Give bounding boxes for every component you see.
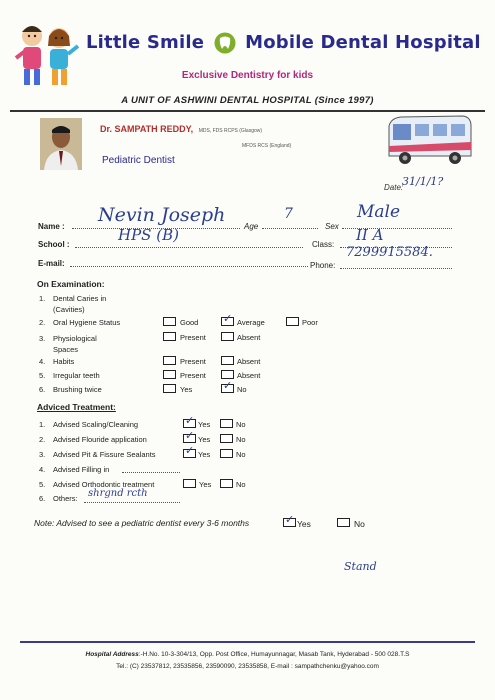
treat-label-sealants: Advised Pit & Fissure Sealants (53, 450, 156, 459)
checkmark-icon: ✓ (185, 415, 195, 427)
class-value: II A (356, 226, 384, 244)
checkbox-flouride-no[interactable] (220, 434, 233, 443)
checkbox-sealants-no[interactable] (220, 449, 233, 458)
checkbox-spaces-present[interactable] (163, 332, 176, 341)
exam-num: 5. (39, 371, 46, 380)
footer-divider (20, 641, 475, 643)
checkmark-icon: ✓ (185, 430, 195, 442)
exam-num: 1. (39, 294, 46, 303)
exam-label-oral-hygiene: Oral Hygiene Status (53, 318, 121, 327)
exam-label-physiological: Physiological (53, 334, 97, 343)
title-part1: Little Smile (86, 32, 205, 53)
treat-label-flouride: Advised Flouride application (53, 435, 147, 444)
option-absent: Absent (237, 371, 261, 380)
treat-num: 3. (39, 450, 46, 459)
exam-num: 6. (39, 385, 46, 394)
option-yes: Yes (198, 420, 211, 429)
filling-line (122, 472, 180, 473)
sex-value: Male (357, 202, 401, 222)
option-yes: Yes (180, 385, 193, 394)
checkmark-icon: ✓ (223, 380, 233, 392)
doctor-name-text: Dr. SAMPATH REDDY, (100, 124, 194, 134)
mobile-bus-icon (383, 112, 475, 168)
exam-label-irregular: Irregular teeth (53, 371, 100, 380)
option-average: Average (237, 318, 265, 327)
option-no: No (236, 450, 246, 459)
school-value: HPS (B) (118, 226, 179, 244)
exam-num: 2. (39, 318, 46, 327)
checkbox-good[interactable] (163, 317, 176, 326)
footer-address-text: :-H.No. 10-3-304/13, Opp. Post Office, Humayunnagar, Masab Tank, Hyderabad - 500 028.T.S (138, 651, 410, 658)
exam-num: 4. (39, 357, 46, 366)
treat-num: 5. (39, 480, 46, 489)
advice-note: Note: Advised to see a pediatric dentist every 3-6 months (34, 518, 250, 528)
treat-label-scaling: Advised Scaling/Cleaning (53, 420, 139, 429)
option-yes: Yes (198, 435, 211, 444)
kids-logo-icon (12, 20, 84, 92)
doctor-quals: MDS, FDS RCPS (Glasgow) (198, 128, 263, 134)
checkbox-ortho-yes[interactable] (183, 479, 196, 488)
doctor-quals-2: MFDS RCS (England) (242, 143, 292, 149)
sex-label: Sex (325, 222, 339, 231)
option-absent: Absent (237, 357, 261, 366)
phone-value: 7299915584. (346, 245, 433, 260)
treat-num: 4. (39, 465, 46, 474)
checkmark-icon: ✓ (185, 445, 195, 457)
email-line (70, 266, 308, 267)
option-present: Present (180, 333, 206, 342)
checkbox-brushing-no[interactable] (221, 380, 234, 393)
option-absent: Absent (237, 333, 261, 342)
unit-line: A UNIT OF ASHWINI DENTAL HOSPITAL (Since 1997) (121, 95, 374, 106)
tooth-logo-icon (214, 32, 236, 54)
treat-num: 2. (39, 435, 46, 444)
exam-label-brushing: Brushing twice (53, 385, 102, 394)
exam-label-spaces: Spaces (53, 345, 79, 354)
footer-address-label: Hospital Address (85, 651, 139, 658)
doctor-signature: Stand (344, 560, 377, 573)
treat-num: 1. (39, 420, 46, 429)
school-label: School : (38, 240, 70, 249)
checkbox-irregular-absent[interactable] (221, 370, 234, 379)
doctor-name (100, 124, 262, 134)
option-no: No (237, 385, 247, 394)
option-present: Present (180, 371, 206, 380)
age-line (262, 228, 318, 229)
checkmark-icon: ✓ (285, 514, 295, 526)
class-label: Class: (312, 240, 335, 249)
age-value: 7 (284, 206, 293, 222)
age-label: Age (244, 222, 259, 231)
doctor-title: Pediatric Dentist (102, 155, 175, 166)
checkbox-scaling-no[interactable] (220, 419, 233, 428)
checkbox-sealants-yes[interactable] (183, 445, 196, 458)
exam-label-habits: Habits (53, 357, 75, 366)
school-line (75, 247, 303, 248)
footer-contact: Tel.: (C) 23537812, 23535856, 23590090, 23535858, E-mail : sampathchenku@yahoo.com (116, 663, 379, 670)
others-line (84, 502, 180, 503)
subtitle: Exclusive Dentistry for kids (181, 70, 314, 81)
note-option-yes: Yes (297, 519, 311, 529)
treat-num: 6. (39, 494, 46, 503)
email-label: E-mail: (38, 259, 65, 268)
checkbox-scaling-yes[interactable] (183, 415, 196, 428)
treat-label-filling: Advised Filling in (53, 465, 110, 474)
doctor-photo (40, 118, 82, 170)
option-good: Good (180, 318, 199, 327)
title-part2: Mobile Dental Hospital (245, 32, 481, 53)
phone-line (340, 268, 452, 269)
checkbox-average[interactable] (221, 313, 234, 326)
checkbox-ortho-no[interactable] (220, 479, 233, 488)
option-yes: Yes (198, 450, 211, 459)
note-option-no: No (354, 519, 365, 529)
date-label: Date: (384, 183, 404, 192)
name-value: Nevin Joseph (98, 204, 226, 226)
checkbox-spaces-absent[interactable] (221, 332, 234, 341)
examination-heading: On Examination: (37, 279, 105, 289)
checkbox-habits-present[interactable] (163, 356, 176, 365)
checkmark-icon: ✓ (223, 313, 233, 325)
option-no: No (236, 420, 246, 429)
phone-label: Phone: (310, 261, 336, 270)
checkbox-flouride-yes[interactable] (183, 430, 196, 443)
checkbox-note-yes[interactable] (283, 514, 296, 527)
checkbox-irregular-present[interactable] (163, 370, 176, 379)
others-value: shrgnd rcth (88, 488, 148, 499)
treat-label-others: Others: (53, 494, 78, 503)
option-no: No (236, 435, 246, 444)
exam-label-caries: Dental Caries in (53, 294, 107, 303)
checkbox-habits-absent[interactable] (221, 356, 234, 365)
option-present: Present (180, 357, 206, 366)
option-poor: Poor (302, 318, 318, 327)
hospital-title (86, 32, 481, 54)
name-label: Name : (38, 222, 65, 231)
checkbox-brushing-yes[interactable] (163, 384, 176, 393)
exam-label-caries-sub: (Cavities) (53, 305, 85, 314)
treatment-heading: Adviced Treatment: (37, 402, 116, 412)
treat-label-orthodontic: Advised Orthodontic treatment (53, 480, 155, 489)
option-yes: Yes (199, 480, 212, 489)
footer-address (0, 651, 495, 658)
exam-num: 3. (39, 334, 46, 343)
checkbox-note-no[interactable] (337, 518, 350, 527)
checkbox-poor[interactable] (286, 317, 299, 326)
date-value: 31/1/1? (402, 175, 444, 188)
option-no: No (236, 480, 246, 489)
